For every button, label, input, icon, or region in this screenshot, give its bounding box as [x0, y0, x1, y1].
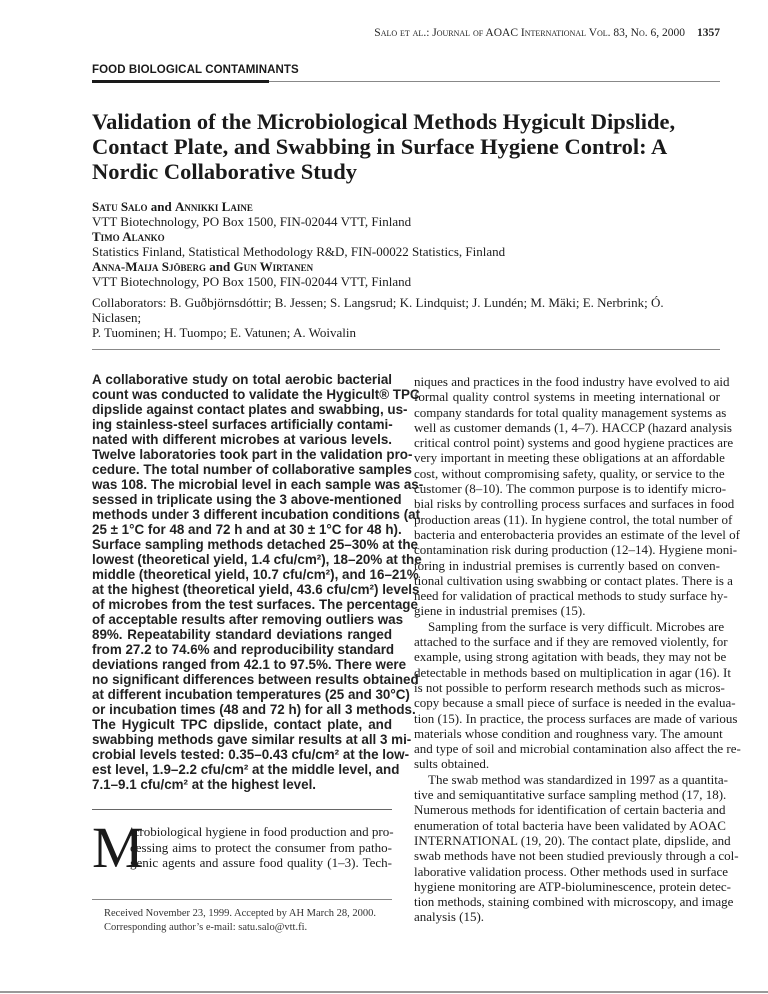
author-affiliation: Statistics Finland, Statistical Methodology R&D, FIN-00022 Statistics, Finland — [92, 244, 506, 259]
body-line: hygiene monitoring are ATP-bioluminescence, protein detec- — [414, 878, 731, 894]
body-line: company standards for total quality management systems as — [414, 404, 727, 420]
footnote-line: Received November 23, 1999. Accepted by AH March 28, 2000. — [104, 908, 377, 919]
body-line: copy because a small piece of surface is needed in the evalua- — [414, 695, 736, 711]
body-line: bacteria and enterobacteria provides an estimate of the level of — [414, 526, 740, 542]
abstract-divider — [92, 809, 392, 810]
abstract-line: Surface sampling methods detached 25–30% at the — [92, 537, 418, 552]
abstract-line: deviations ranged from 42.1 to 97.5%. There were — [92, 657, 407, 672]
body-line: is not possible to perform research methods such as micros- — [414, 679, 725, 695]
section-bar-divider — [92, 80, 269, 83]
body-line: The swab method was standardized in 1997 as a quantita- — [428, 771, 728, 787]
body-line: need for validation of practical methods to study surface hy- — [414, 588, 728, 604]
abstract-line: A collaborative study on total aerobic bacterial — [92, 372, 392, 387]
body-line: enumeration of total bacteria have been validated by AOAC — [414, 817, 726, 833]
abstract-line: or incubation times (48 and 72 h) for all 3 methods. — [92, 702, 416, 717]
body-line: production areas (11). In hygiene control, the total number of — [414, 511, 733, 527]
section-label: FOOD BIOLOGICAL CONTAMINANTS — [92, 64, 299, 76]
body-line: tion (15). In practice, the process surfaces are made of various — [414, 710, 738, 726]
author-names — [92, 199, 505, 214]
intro-line: genic agents and assure food quality (1–3). Tech- — [130, 855, 392, 870]
body-line: contamination risk during production (12–14). Hygiene moni- — [414, 542, 738, 558]
title-line: Nordic Collaborative Study — [92, 159, 358, 184]
abstract-line: crobial levels tested: 0.35–0.43 cfu/cm² at the low- — [92, 747, 410, 762]
author-affiliation: VTT Biotechnology, PO Box 1500, FIN-02044 VTT, Finland — [92, 214, 412, 229]
collaborators-line: P. Tuominen; H. Tuompo; E. Vatunen; A. Woivalin — [92, 325, 356, 340]
intro-paragraph — [92, 815, 394, 880]
abstract-line: 7.1–9.1 cfu/cm² at the highest level. — [92, 777, 317, 792]
abstract-line: at different incubation temperatures (25 and 30°C) — [92, 687, 410, 702]
author-name: Timo Alanko — [92, 229, 165, 244]
abstract-line: sessed in triplicate using the 3 above-mentioned — [92, 492, 402, 507]
body-line: materials whose condition and roughness vary. The amount — [414, 725, 723, 741]
section-rule-divider — [269, 81, 720, 82]
body-paragraph — [414, 618, 741, 772]
author-conjunction: and — [209, 259, 231, 274]
author-name: Gun Wirtanen — [233, 259, 314, 274]
body-line: well as customer demands (1, 4–7). HACCP (hazard analysis — [414, 419, 732, 435]
author-list — [92, 199, 505, 289]
abstract — [92, 372, 424, 792]
body-line: and type of soil and microbial contamination also affect the re- — [414, 741, 741, 757]
page-number: 1357 — [697, 27, 720, 39]
body-line: sults obtained. — [414, 756, 490, 772]
abstract-line: dipslide against contact plates and swabbing, us- — [92, 402, 408, 417]
body-line: tive and semiquantitative surface sampling method (17, 18). — [414, 787, 727, 803]
abstract-line: of microbes from the test surfaces. The percentage — [92, 597, 418, 612]
header-divider — [92, 349, 720, 350]
body-line: tion methods, staining combined with microscopy, and image — [414, 894, 734, 910]
body-line: bial risks by controlling process surfaces and surfaces in food — [414, 496, 735, 512]
footnote-divider — [92, 899, 392, 900]
abstract-line: Twelve laboratories took part in the validation pro- — [92, 447, 413, 462]
body-line: very important in meeting these obligations at an affordable — [414, 450, 725, 466]
body-line: Numerous methods for identification of certain bacteria and — [414, 802, 726, 818]
abstract-line: middle (theoretical yield, 10.7 cfu/cm²), and 16–21% — [92, 567, 419, 582]
author-names — [92, 229, 505, 244]
body-line: formal quality control systems in meeting international or — [414, 389, 720, 405]
intro-line: cessing aims to protect the consumer from patho- — [130, 839, 392, 855]
body-right-column — [414, 374, 741, 925]
title-line: Contact Plate, and Swabbing in Surface Hygiene Control: A — [92, 134, 668, 159]
page-bottom-rule — [0, 991, 768, 993]
article-title — [92, 109, 732, 184]
abstract-line: was 108. The microbial level in each sample was as- — [92, 477, 424, 492]
collaborators-line: Collaborators: B. Guðbjörnsdóttir; B. Jessen; S. Langsrud; K. Lindquist; J. Lundén; M. Mäki; E. Nerbrink; Ó. Niclasen; — [92, 295, 664, 325]
intro-lines — [130, 824, 392, 871]
author-conjunction: and — [150, 199, 172, 214]
body-line: cost, without compromising safety, quality, or service to the — [414, 465, 725, 481]
abstract-line: 89%. Repeatability standard deviations ranged — [92, 627, 392, 642]
abstract-line: The Hygicult TPC dipslide, contact plate, and — [92, 717, 392, 732]
body-line: attached to the surface and if they are removed violently, for — [414, 634, 728, 650]
body-line: toring in industrial premises is currently based on conven- — [414, 557, 720, 573]
collaborators — [92, 295, 712, 340]
body-line: detectable in methods based on multiplication in agar (16). It — [414, 664, 731, 680]
body-line: example, using strong agitation with beads, they may not be — [414, 649, 727, 665]
abstract-line: ing stainless-steel surfaces artificially contami- — [92, 417, 393, 432]
body-line: Sampling from the surface is very difficult. Microbes are — [428, 618, 725, 634]
intro-line: icrobiological hygiene in food production and pro- — [130, 824, 394, 839]
abstract-line: methods under 3 different incubation conditions (at — [92, 507, 421, 522]
author-names — [92, 259, 505, 274]
abstract-line: no significant differences between results obtained — [92, 672, 419, 687]
body-line: niques and practices in the food industry have evolved to aid — [414, 374, 730, 389]
body-line: critical control point) systems and good hygiene practices are — [414, 435, 734, 451]
body-line: giene in industrial premises (15). — [414, 603, 586, 619]
body-paragraph — [414, 771, 739, 925]
body-line: analysis (15). — [414, 909, 485, 925]
abstract-line: 25 ± 1°C for 48 and 72 h and at 30 ± 1°C for 48 h). — [92, 522, 402, 537]
author-name: Satu Salo — [92, 199, 148, 214]
drop-cap: M — [92, 815, 144, 880]
abstract-line: from 27.2 to 74.6% and reproducibility standard — [92, 642, 395, 657]
title-line: Validation of the Microbiological Methods Hygicult Dipslide, — [92, 109, 676, 134]
running-head — [374, 27, 720, 39]
body-line: laborative validation process. Other methods used in surface — [414, 863, 729, 879]
author-name: Anna-Maija Sjöberg — [92, 259, 206, 274]
abstract-line: count was conducted to validate the Hygicult® TPC — [92, 387, 420, 402]
abstract-line: est level, 1.9–2.2 cfu/cm² at the middle level, and — [92, 762, 400, 777]
body-line: customer (8–10). The common purpose is to identify micro- — [414, 481, 727, 497]
abstract-line: at the highest (theoretical yield, 43.6 cfu/cm²) levels — [92, 582, 420, 597]
running-head-text: Salo et al.: Journal of AOAC International Vol. 83, No. 6, 2000 — [374, 27, 685, 39]
abstract-line: nated with different microbes at various levels. — [92, 432, 392, 447]
author-affiliation: VTT Biotechnology, PO Box 1500, FIN-02044 VTT, Finland — [92, 274, 412, 289]
body-line: swab methods have not been studied previously through a col- — [414, 848, 739, 864]
abstract-line: of acceptable results after removing outliers was — [92, 612, 404, 627]
footnote — [104, 907, 376, 934]
abstract-line: cedure. The total number of collaborative samples — [92, 462, 412, 477]
footnote-line: Corresponding author’s e-mail: satu.salo@vtt.fi. — [104, 921, 308, 933]
abstract-line: lowest (theoretical yield, 1.4 cfu/cm²), 18–20% at the — [92, 552, 422, 567]
abstract-line: swabbing methods gave similar results at all 3 mi- — [92, 732, 412, 747]
body-line: INTERNATIONAL (19, 20). The contact plate, dipslide, and — [414, 832, 731, 848]
body-line: tional cultivation using swabbing or contact plates. There is a — [414, 572, 733, 588]
author-name: Annikki Laine — [175, 199, 253, 214]
body-paragraph — [414, 374, 740, 619]
